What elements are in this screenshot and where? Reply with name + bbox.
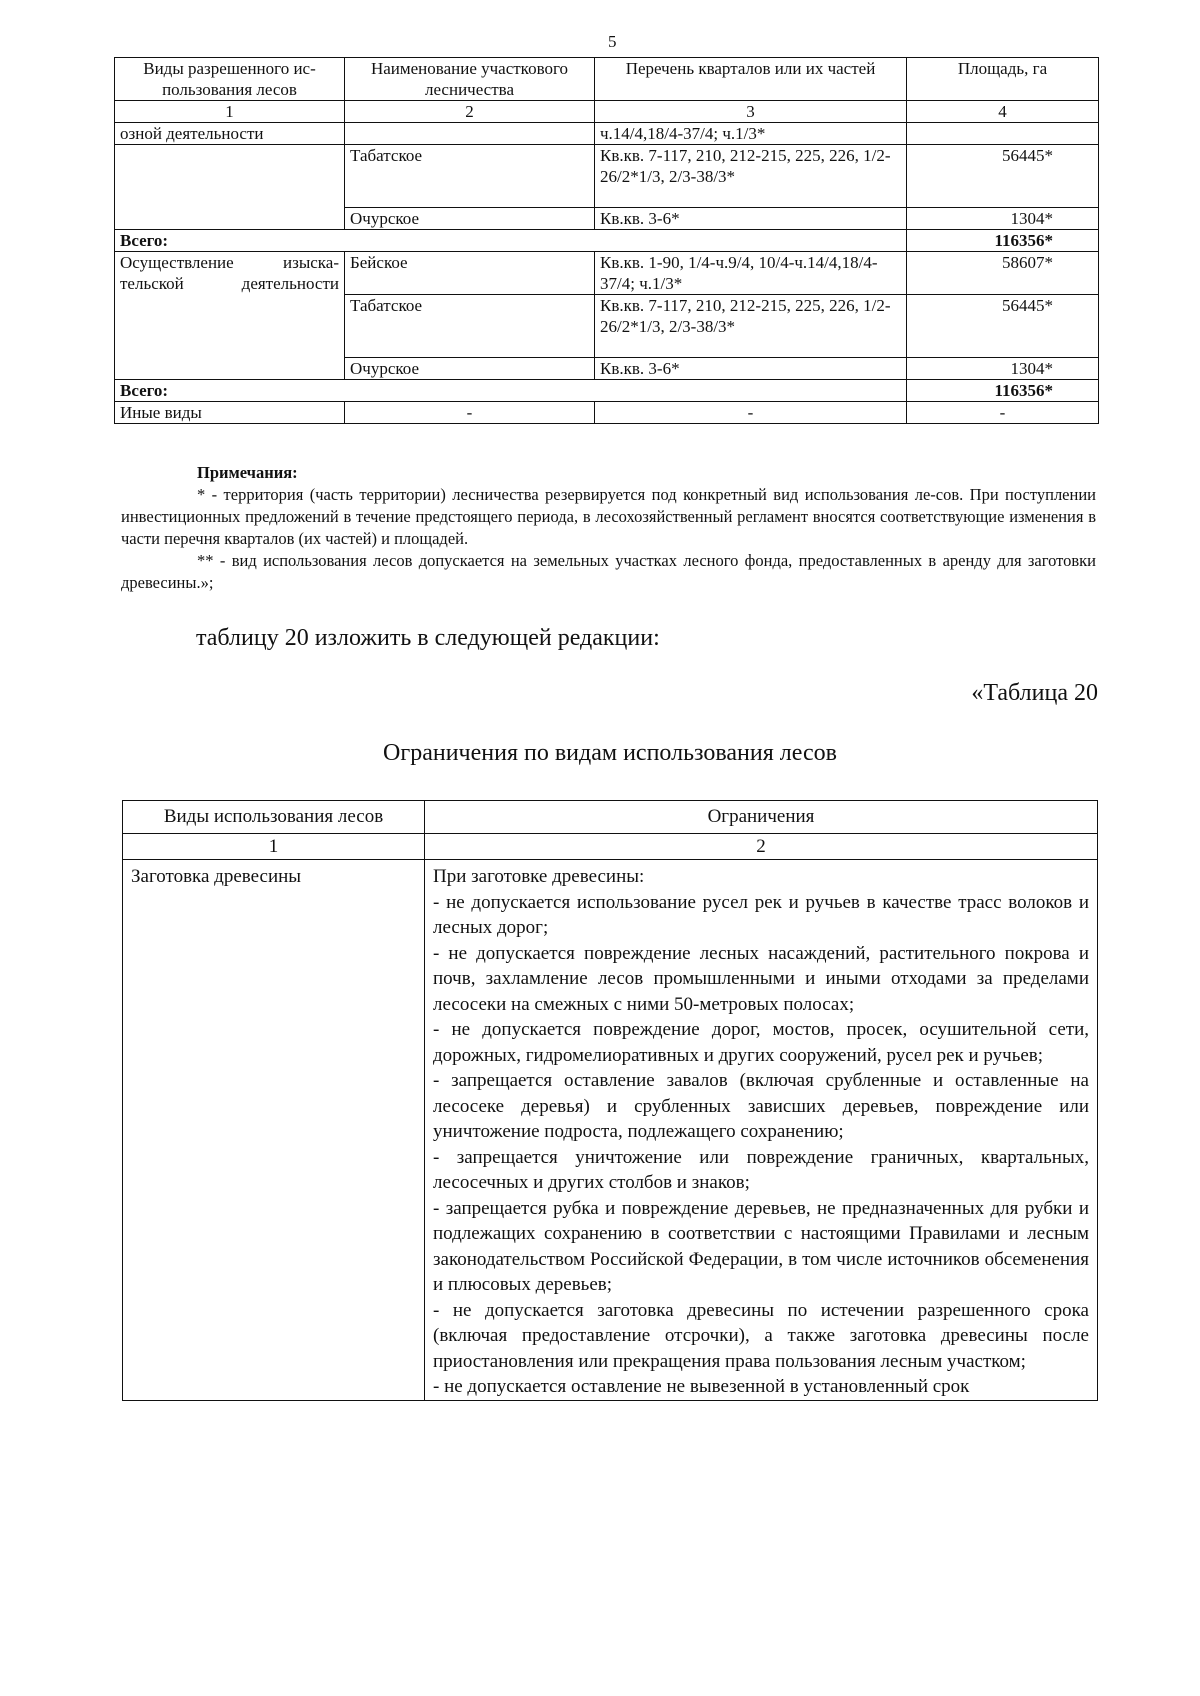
- column-number: 2: [345, 101, 595, 123]
- total-label: Всего:: [115, 230, 907, 252]
- area-cell: 1304*: [907, 358, 1099, 380]
- restriction-item: - не допускается заготовка древесины по истечении разрешенного срока (включая предоставление отсрочки), а также заготовка древесины после приостановления или прекращения права пользования лесным участком;: [433, 1299, 1089, 1372]
- restriction-item: - не допускается использование русел рек и ручьев в качестве трасс волоков и лесных дорог;: [433, 891, 1089, 938]
- table-header-row: [115, 58, 1099, 101]
- restriction-item: - запрещается рубка и повреждение деревьев, не предназначенных для рубки и подлежащих сохранению в соответствии с настоящими Правилами и лесным законодательством Российской Федерации, в том числе источников обсеменения и плюсовых деревьев;: [433, 1197, 1089, 1295]
- quarters-cell: ч.14/4,18/4-37/4; ч.1/3*: [595, 123, 907, 145]
- table-title: Ограничения по видам использования лесов: [383, 740, 837, 766]
- forestry-cell: [345, 123, 595, 145]
- forestry-cell: Табатское: [345, 295, 595, 358]
- total-row: [115, 230, 1099, 252]
- use-type-cell: [115, 145, 345, 230]
- column-number: 4: [907, 101, 1099, 123]
- total-label: Всего:: [115, 380, 907, 402]
- column-number-row: [115, 101, 1099, 123]
- area-cell: [907, 123, 1099, 145]
- quarters-cell: Кв.кв. 7-117, 210, 212-215, 225, 226, 1/2-26/2*1/3, 2/3-38/3*: [595, 145, 907, 208]
- forest-use-restrictions-table: [122, 800, 1098, 1401]
- area-cell: 56445*: [907, 145, 1099, 208]
- forestry-cell: -: [345, 402, 595, 424]
- table-header-row: [123, 801, 1098, 834]
- header-cell: Наименование участкового лесничества: [345, 58, 595, 101]
- table-label: «Таблица 20: [971, 680, 1098, 706]
- quarters-cell: Кв.кв. 3-6*: [595, 208, 907, 230]
- quarters-cell: -: [595, 402, 907, 424]
- quarters-cell: Кв.кв. 7-117, 210, 212-215, 225, 226, 1/2-26/2*1/3, 2/3-38/3*: [595, 295, 907, 358]
- column-number: 1: [123, 833, 425, 860]
- restriction-item: При заготовке древесины:: [433, 866, 645, 887]
- forestry-cell: Очурское: [345, 358, 595, 380]
- restriction-item: - не допускается оставление не вывезенной в установленный срок: [433, 1376, 970, 1397]
- note-lease-use: ** - вид использования лесов допускается на земельных участках лесного фонда, предоставленных в аренду для заготовки древесины.»;: [121, 551, 1096, 592]
- column-number: 3: [595, 101, 907, 123]
- area-cell: 58607*: [907, 252, 1099, 295]
- total-area: 116356*: [907, 380, 1099, 402]
- restrictions-cell: [425, 860, 1098, 1401]
- header-cell: Площадь, га: [907, 58, 1099, 101]
- restriction-item: - не допускается повреждение дорог, мостов, просек, осушительной сети, дорожных, гидромелиоративных и других сооружений, русел рек и ручьев;: [433, 1019, 1089, 1066]
- page-number: 5: [608, 32, 617, 51]
- forestry-cell: Очурское: [345, 208, 595, 230]
- restriction-item: - запрещается уничтожение или повреждение граничных, квартальных, лесосечных и других столбов и знаков;: [433, 1146, 1089, 1193]
- area-cell: -: [907, 402, 1099, 424]
- header-cell: Перечень кварталов или их частей: [595, 58, 907, 101]
- use-type-cell: Заготовка древесины: [123, 860, 425, 1401]
- quarters-cell: Кв.кв. 1-90, 1/4-ч.9/4, 10/4-ч.14/4,18/4-37/4; ч.1/3*: [595, 252, 907, 295]
- note-reserved-territory: * - территория (часть территории) лесничества резервируется под конкретный вид использования ле-сов. При поступлении инвестиционных предложений в течение предстоящего периода, в лесохозяйственный регламент вносятся соответствующие изменения в части перечня кварталов (их частей) и площадей.: [121, 485, 1096, 548]
- notes-heading: Примечания:: [197, 463, 298, 482]
- column-number: 1: [115, 101, 345, 123]
- restriction-item: - не допускается повреждение лесных насаждений, растительного покрова и почв, захламление лесов промышленными и иными отходами за пределами лесосеки на смежных с ними 50-метровых полосах;: [433, 942, 1089, 1015]
- table-row: [115, 145, 1099, 208]
- table-row: [115, 123, 1099, 145]
- forest-use-areas-table: [114, 57, 1099, 424]
- use-type-cell: озной деятельности: [115, 123, 345, 145]
- forestry-cell: Табатское: [345, 145, 595, 208]
- area-cell: 56445*: [907, 295, 1099, 358]
- table-row: [115, 252, 1099, 295]
- restriction-item: - запрещается оставление завалов (включая срубленные и оставленные на лесосеке деревья) и срубленных зависших деревьев, повреждение или уничтожение подроста, подлежащего сохранению;: [433, 1070, 1089, 1142]
- area-cell: 1304*: [907, 208, 1099, 230]
- use-type-cell: Осуществление изыска-тельской деятельности: [115, 252, 345, 380]
- table-row: [123, 860, 1098, 1401]
- column-number: 2: [425, 833, 1098, 860]
- header-cell: Виды использования лесов: [123, 801, 425, 834]
- forestry-cell: Бейское: [345, 252, 595, 295]
- use-type-cell: Иные виды: [115, 402, 345, 424]
- table-row: [115, 402, 1099, 424]
- header-cell: Ограничения: [425, 801, 1098, 834]
- amendment-instruction: таблицу 20 изложить в следующей редакции:: [196, 625, 660, 651]
- column-number-row: [123, 833, 1098, 860]
- total-row: [115, 380, 1099, 402]
- total-area: 116356*: [907, 230, 1099, 252]
- header-cell: Виды разрешенного ис-пользования лесов: [115, 58, 345, 101]
- notes-block: [121, 462, 1096, 594]
- quarters-cell: Кв.кв. 3-6*: [595, 358, 907, 380]
